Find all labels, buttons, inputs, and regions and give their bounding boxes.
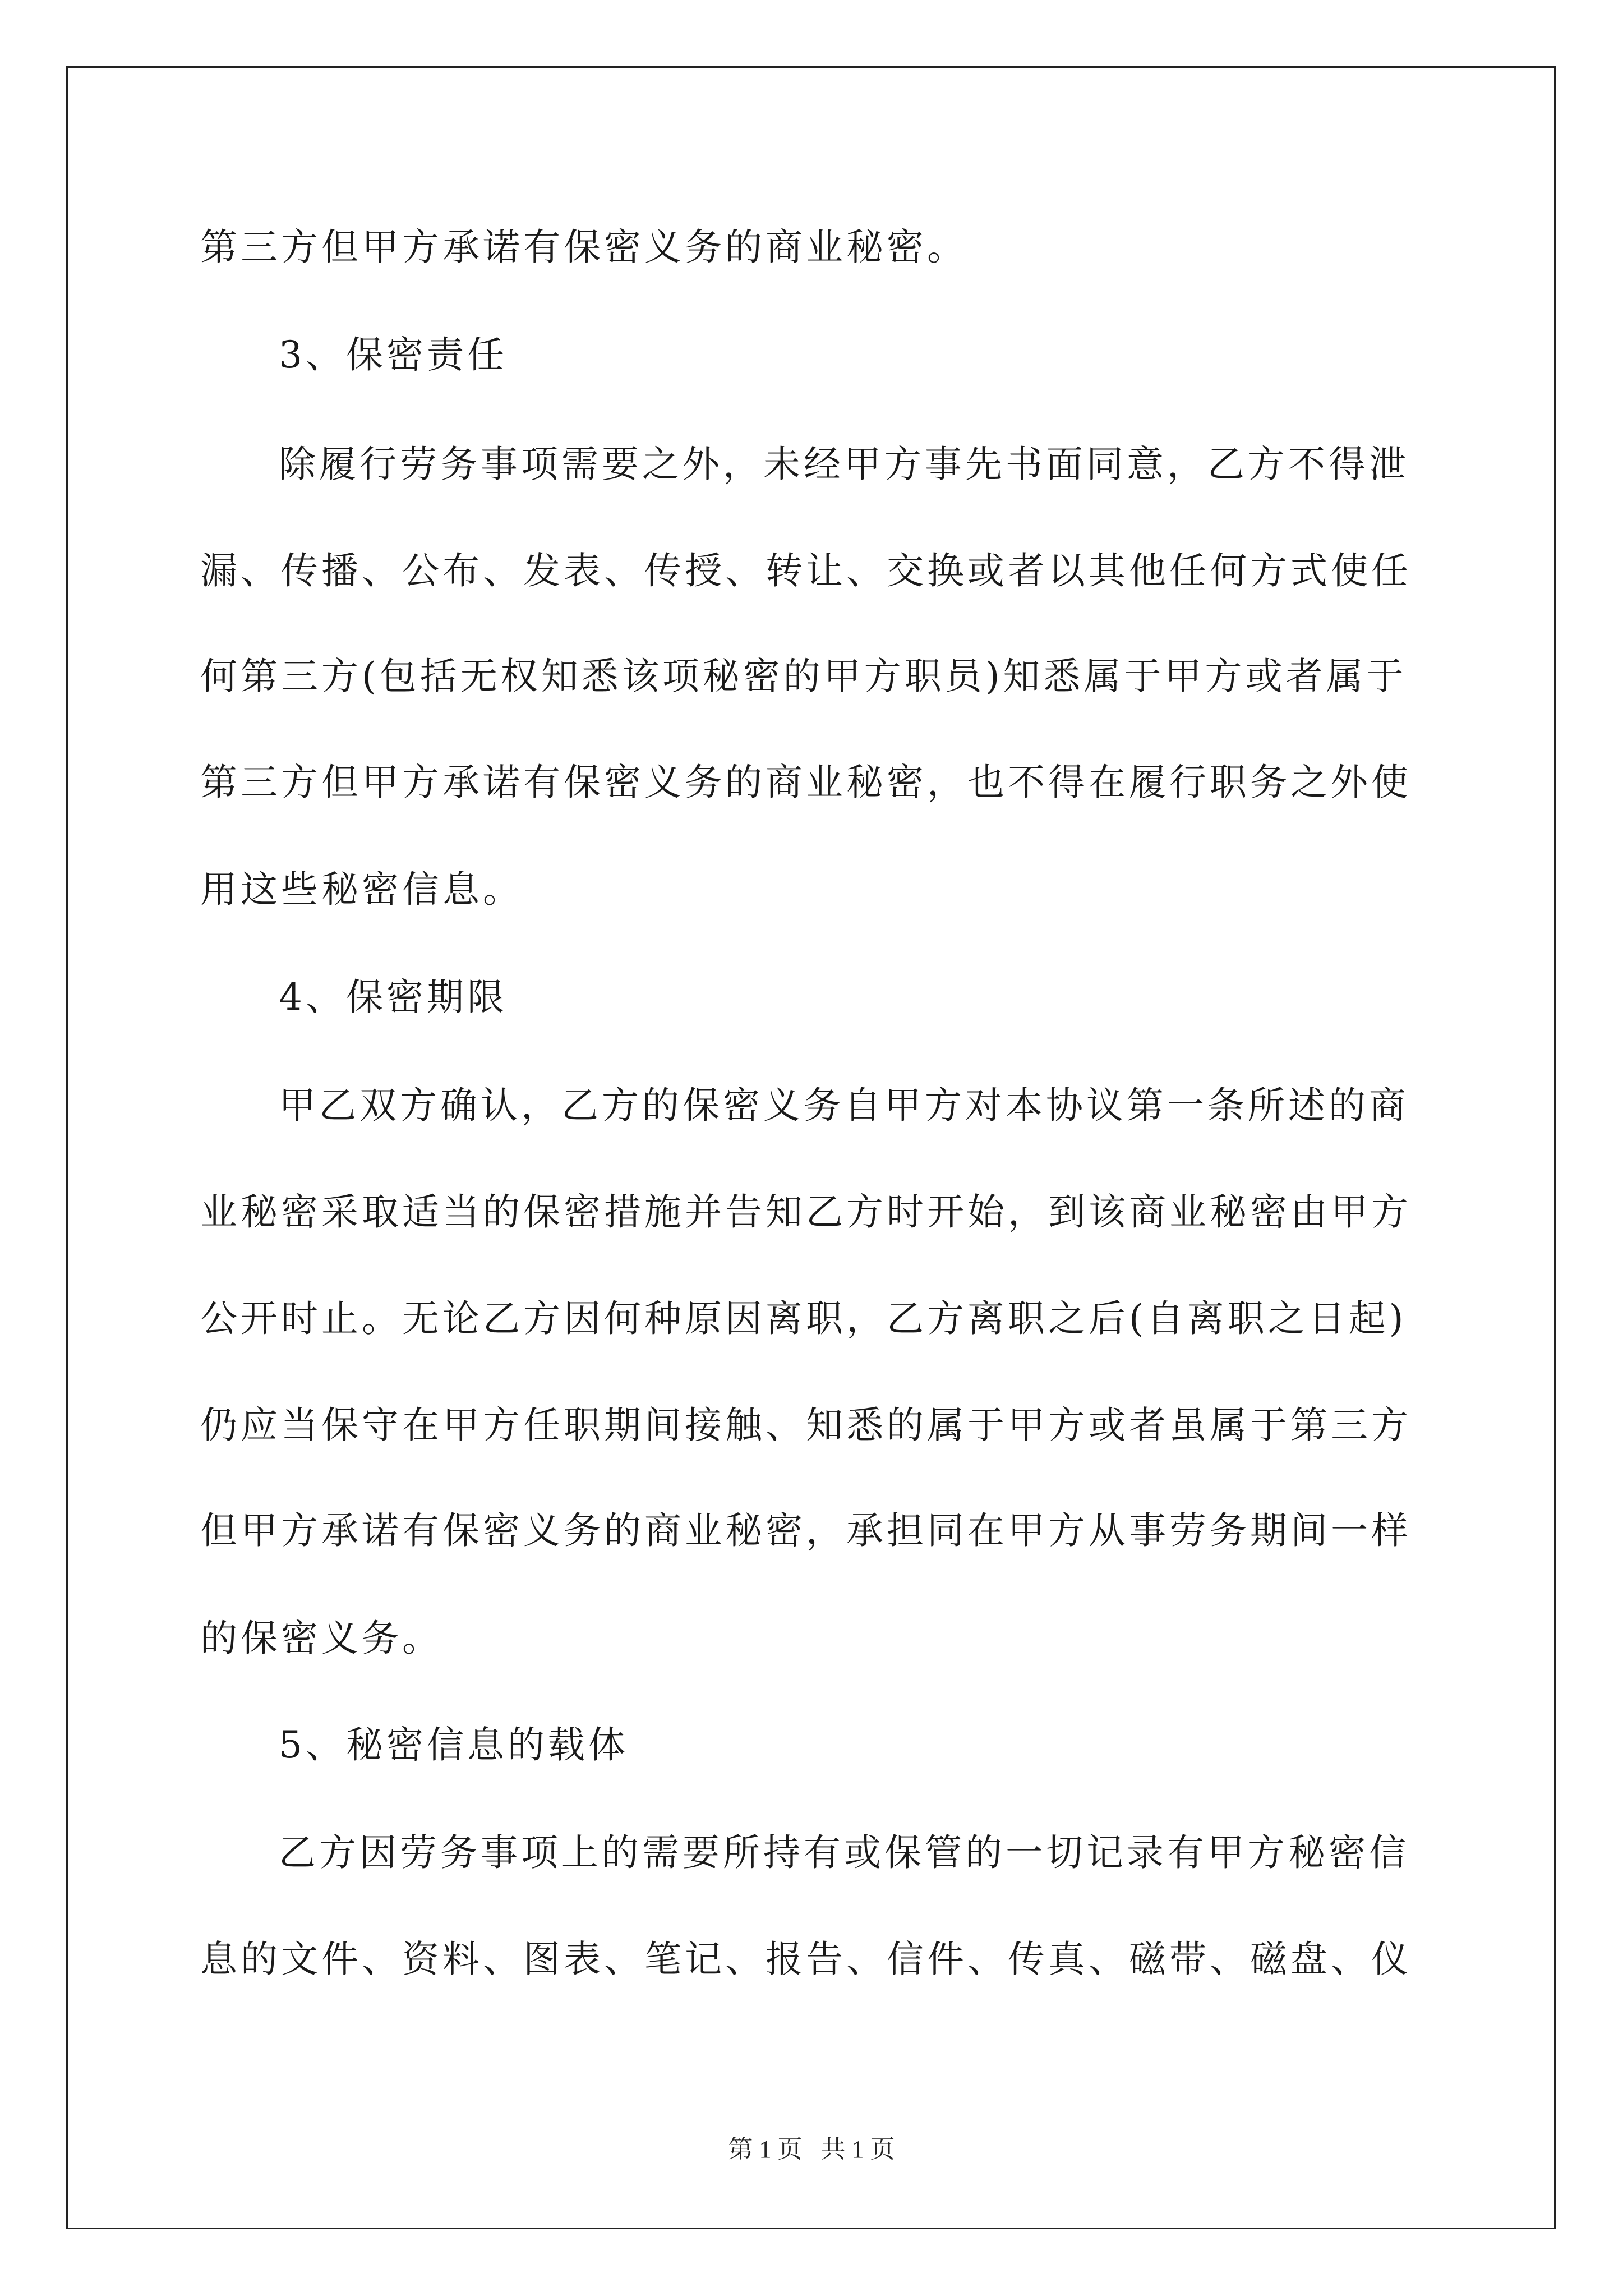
paragraph-line: 业秘密采取适当的保密措施并告知乙方时开始，到该商业秘密由甲方 — [200, 1190, 1412, 1234]
section-heading: 4、保密期限 — [279, 976, 508, 1019]
paragraph-line: 除履行劳务事项需要之外，未经甲方事先书面同意，乙方不得泄 — [279, 443, 1409, 486]
paragraph-line: 的保密义务。 — [200, 1617, 442, 1660]
section-heading: 5、秘密信息的载体 — [279, 1723, 629, 1766]
paragraph-line: 第三方但甲方承诺有保密义务的商业秘密。 — [200, 226, 967, 269]
paragraph-line: 但甲方承诺有保密义务的商业秘密，承担同在甲方从事劳务期间一样 — [200, 1509, 1412, 1552]
paragraph-line: 第三方但甲方承诺有保密义务的商业秘密，也不得在履行职务之外使 — [200, 761, 1412, 804]
page-border — [66, 66, 1556, 2229]
paragraph-line: 甲乙双方确认，乙方的保密义务自甲方对本协议第一条所述的商 — [279, 1084, 1409, 1127]
page-number-footer: 第 1 页 共 1 页 — [728, 2136, 895, 2163]
paragraph-line: 息的文件、资料、图表、笔记、报告、信件、传真、磁带、磁盘、仪 — [200, 1938, 1412, 1981]
section-heading: 3、保密责任 — [279, 333, 508, 376]
paragraph-line: 仍应当保守在甲方任职期间接触、知悉的属于甲方或者虽属于第三方 — [200, 1404, 1412, 1447]
paragraph-line: 乙方因劳务事项上的需要所持有或保管的一切记录有甲方秘密信 — [279, 1831, 1409, 1874]
paragraph-line: 何第三方(包括无权知悉该项秘密的甲方职员)知悉属于甲方或者属于 — [200, 655, 1407, 698]
paragraph-line: 用这些秘密信息。 — [200, 868, 523, 911]
paragraph-line: 漏、传播、公布、发表、传授、转让、交换或者以其他任何方式使任 — [200, 549, 1412, 592]
paragraph-line: 公开时止。无论乙方因何种原因离职，乙方离职之后(自离职之日起) — [200, 1297, 1407, 1340]
